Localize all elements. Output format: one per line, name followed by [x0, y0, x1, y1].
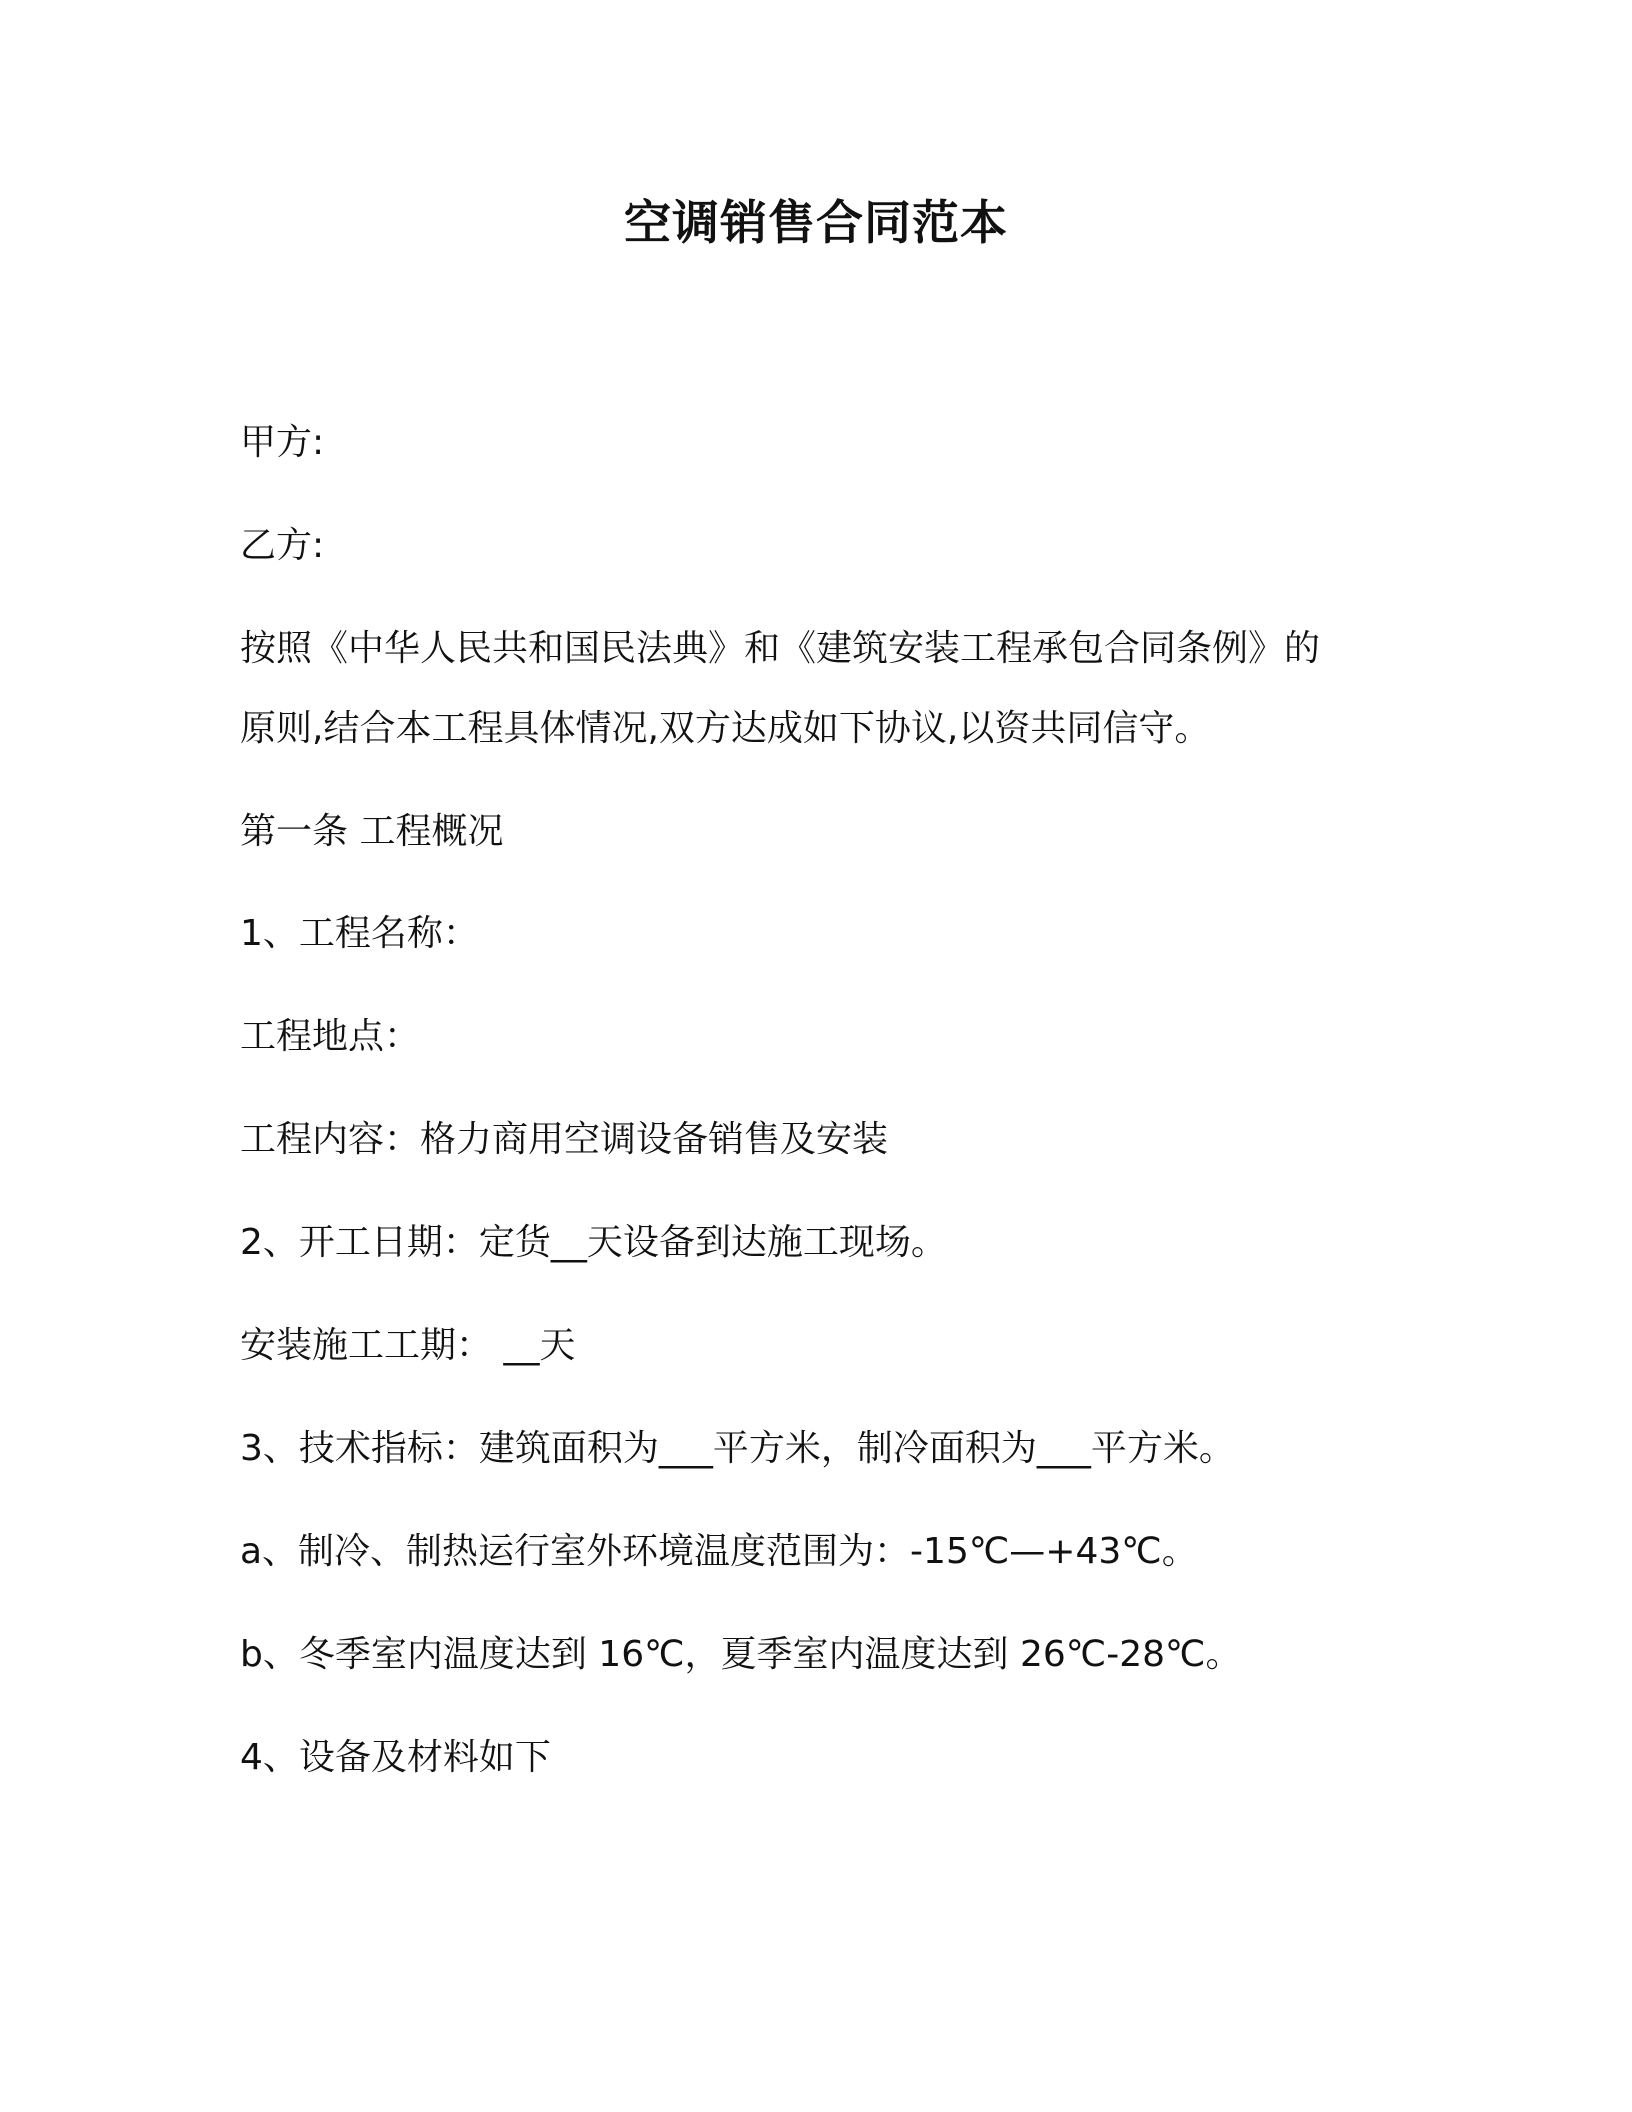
duration-line: 安装施工工期： __天: [240, 1325, 576, 1366]
party-b-line: 乙方:: [240, 525, 325, 566]
start-date-line: 2、开工日期：定货__天设备到达施工现场。: [240, 1222, 947, 1263]
document-title: 空调销售合同范本: [624, 196, 1008, 251]
article-1-heading: 第一条 工程概况: [240, 811, 504, 852]
indoor-temp-line: b、冬季室内温度达到 16℃，夏季室内温度达到 26℃-28℃。: [240, 1634, 1242, 1675]
project-site-line: 工程地点：: [240, 1016, 421, 1057]
preamble-line-2: 原则,结合本工程具体情况,双方达成如下协议,以资共同信守。: [240, 708, 1211, 749]
project-scope-line: 工程内容：格力商用空调设备销售及安装: [240, 1119, 889, 1160]
tech-spec-line: 3、技术指标：建筑面积为___平方米，制冷面积为___平方米。: [240, 1428, 1235, 1469]
party-a-line: 甲方:: [240, 422, 325, 463]
outdoor-temp-line: a、制冷、制热运行室外环境温度范围为：-15℃—+43℃。: [240, 1531, 1198, 1572]
preamble-line-1: 按照《中华人民共和国民法典》和《建筑安装工程承包合同条例》的: [240, 628, 1321, 669]
equipment-line: 4、设备及材料如下: [240, 1737, 551, 1778]
project-name-line: 1、工程名称：: [240, 913, 479, 954]
